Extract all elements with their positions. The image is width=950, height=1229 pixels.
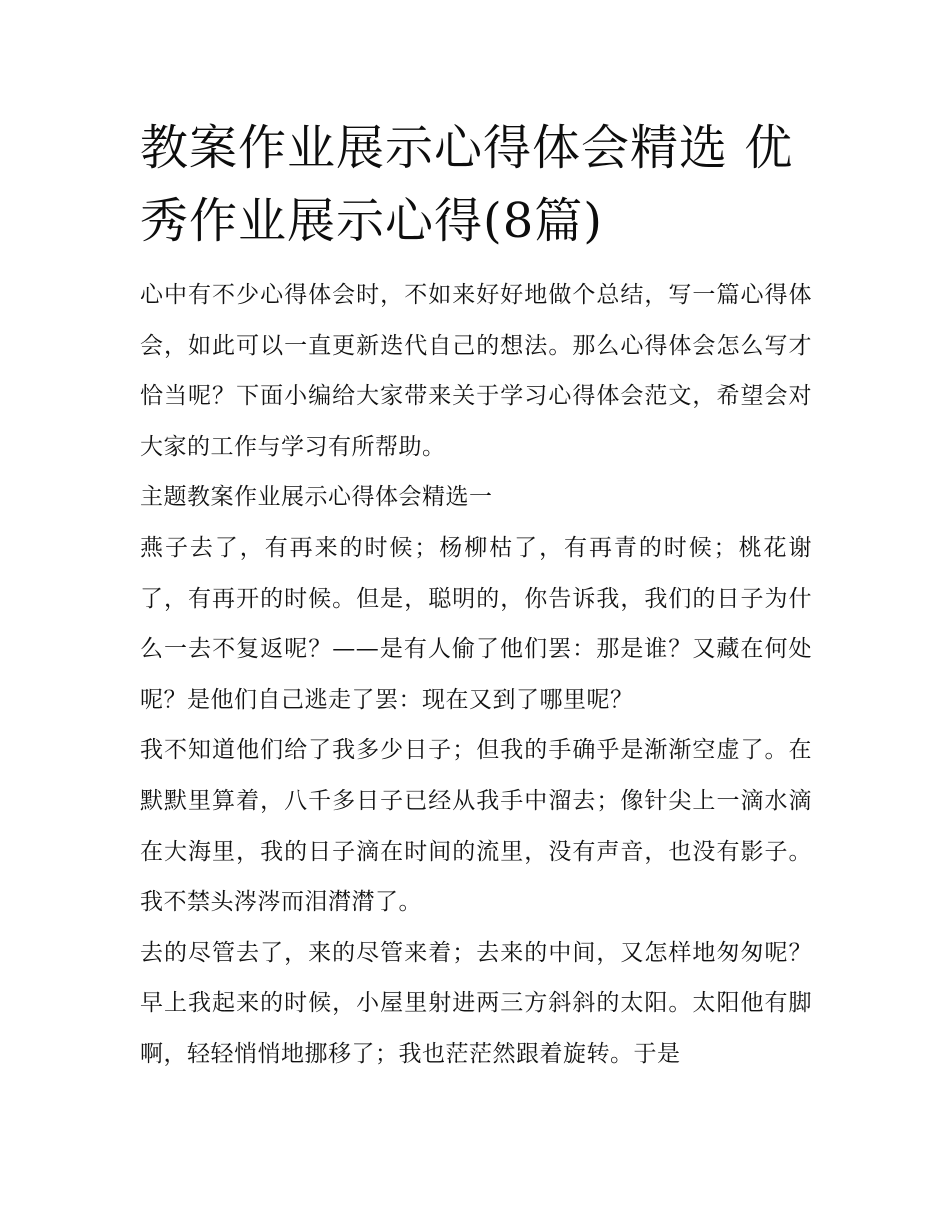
document-title: 教案作业展示心得体会精选 优秀作业展示心得(8篇) bbox=[140, 120, 794, 249]
document-body bbox=[140, 270, 812, 1080]
body-paragraph: 我不知道他们给了我多少日子；但我的手确乎是渐渐空虚了。在默默里算着，八千多日子已经从我手中溜去；像针尖上一滴水滴在大海里，我的日子滴在时间的流里，没有声音，也没有影子。我不禁头涔涔而泪潸潸了。 bbox=[140, 737, 812, 916]
body-paragraph: 去的尽管去了，来的尽管来着；去来的中间，又怎样地匆匆呢？早上我起来的时候，小屋里射进两三方斜斜的太阳。太阳他有脚啊，轻轻悄悄地挪移了；我也茫茫然跟着旋转。于是 bbox=[140, 939, 812, 1067]
body-paragraph: 燕子去了，有再来的时候；杨柳枯了，有再青的时候；桃花谢了，有再开的时候。但是，聪明的，你告诉我，我们的日子为什么一去不复返呢？——是有人偷了他们罢：那是谁？又藏在何处呢？是他们自己逃走了罢：现在又到了哪里呢？ bbox=[140, 534, 812, 713]
document-page bbox=[140, 112, 812, 1080]
intro-paragraph: 心中有不少心得体会时，不如来好好地做个总结，写一篇心得体会，如此可以一直更新迭代自己的想法。那么心得体会怎么写才恰当呢？下面小编给大家带来关于学习心得体会范文，希望会对大家的工作与学习有所帮助。 bbox=[140, 282, 812, 460]
section-heading: 主题教案作业展示心得体会精选一 bbox=[140, 484, 493, 511]
